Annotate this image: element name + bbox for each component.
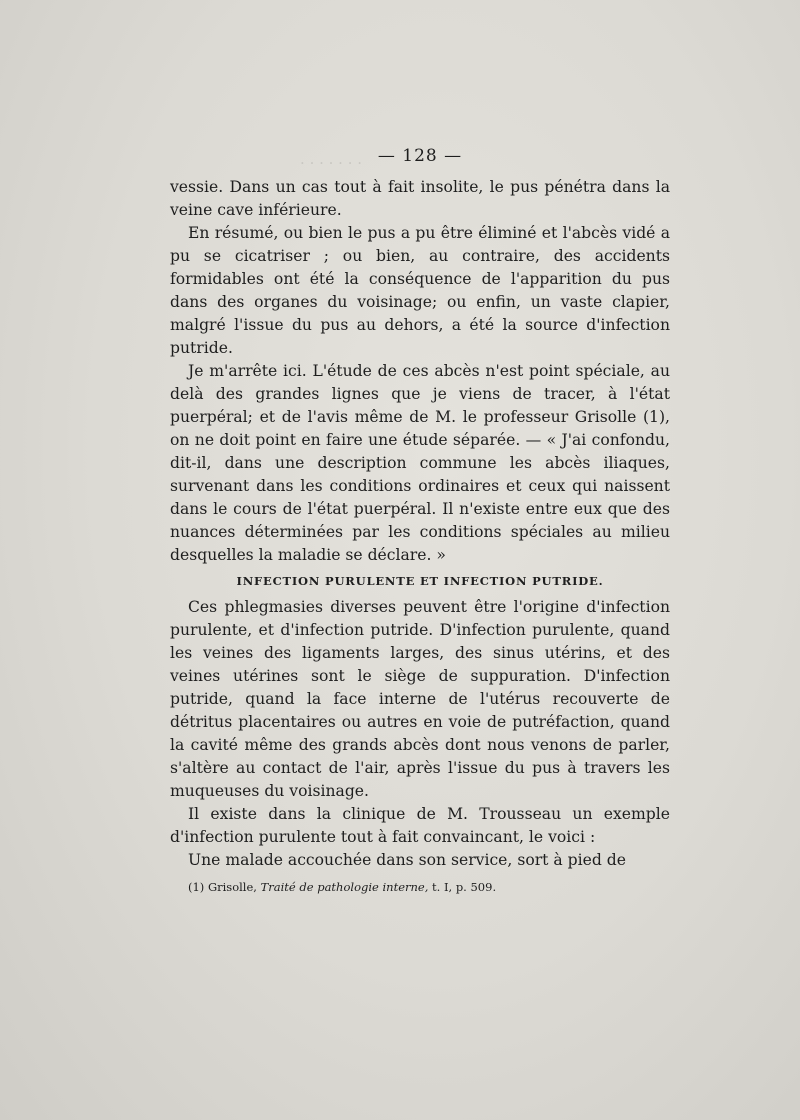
paragraph-4: Ces phlegmasies diverses peuvent être l'origine d'infection purulente, et d'infection putride. D'infection purulente, quand les veines des ligaments larges, des sinus utérins, et des veines utérines sont le siège de suppuration. D'infection putride, quand la face interne de l'utérus recouverte de détritus placentaires ou autres en voie de putréfaction, quand la cavité même des grands abcès dont nous venons de parler, s'altère au contact de l'air, après l'issue du pus à travers les muqueuses du voisinage.	[170, 598, 670, 800]
bleed-through-texture: . . . . . . .	[300, 150, 362, 168]
footnote	[170, 878, 670, 896]
paragraph-6: Une malade accouchée dans son service, sort à pied de	[188, 851, 626, 869]
page-text-block	[170, 145, 670, 896]
paragraph-5: Il existe dans la clinique de M. Trousseau un exemple d'infection purulente tout à fait convaincant, le voici :	[170, 805, 670, 846]
section-heading: INFECTION PURULENTE ET INFECTION PUTRIDE.	[236, 574, 604, 588]
page-number: — 128 —	[377, 146, 463, 166]
paragraph-3: Je m'arrête ici. L'étude de ces abcès n'est point spéciale, au delà des grandes lignes que je viens de tracer, à l'état puerpéral; et de l'avis même de M. le professeur Grisolle (1), on ne doit point en faire une étude séparée. — « J'ai confondu, dit-il, dans une description commune les abcès iliaques, survenant dans les conditions ordinaires et ceux qui naissent dans le cours de l'état puerpéral. Il n'existe entre eux que des nuances déterminées par les conditions spéciales au milieu desquelles la maladie se déclare. »	[170, 362, 670, 564]
footnote-title: Traité de pathologie interne,	[260, 880, 429, 894]
footnote-reference: t. I, p. 509.	[432, 880, 497, 894]
paragraph-2: En résumé, ou bien le pus a pu être éliminé et l'abcès vidé a pu se cicatriser ; ou bien, au contraire, des accidents formidables ont été la conséquence de l'apparition du pus dans des organes du voisinage; ou enfin, un vaste clapier, malgré l'issue du pus au dehors, a été la source d'infection putride.	[170, 224, 670, 357]
paragraph-1: vessie. Dans un cas tout à fait insolite, le pus pénétra dans la veine cave inférieure.	[170, 178, 670, 219]
footnote-marker: (1) Grisolle,	[188, 880, 257, 894]
